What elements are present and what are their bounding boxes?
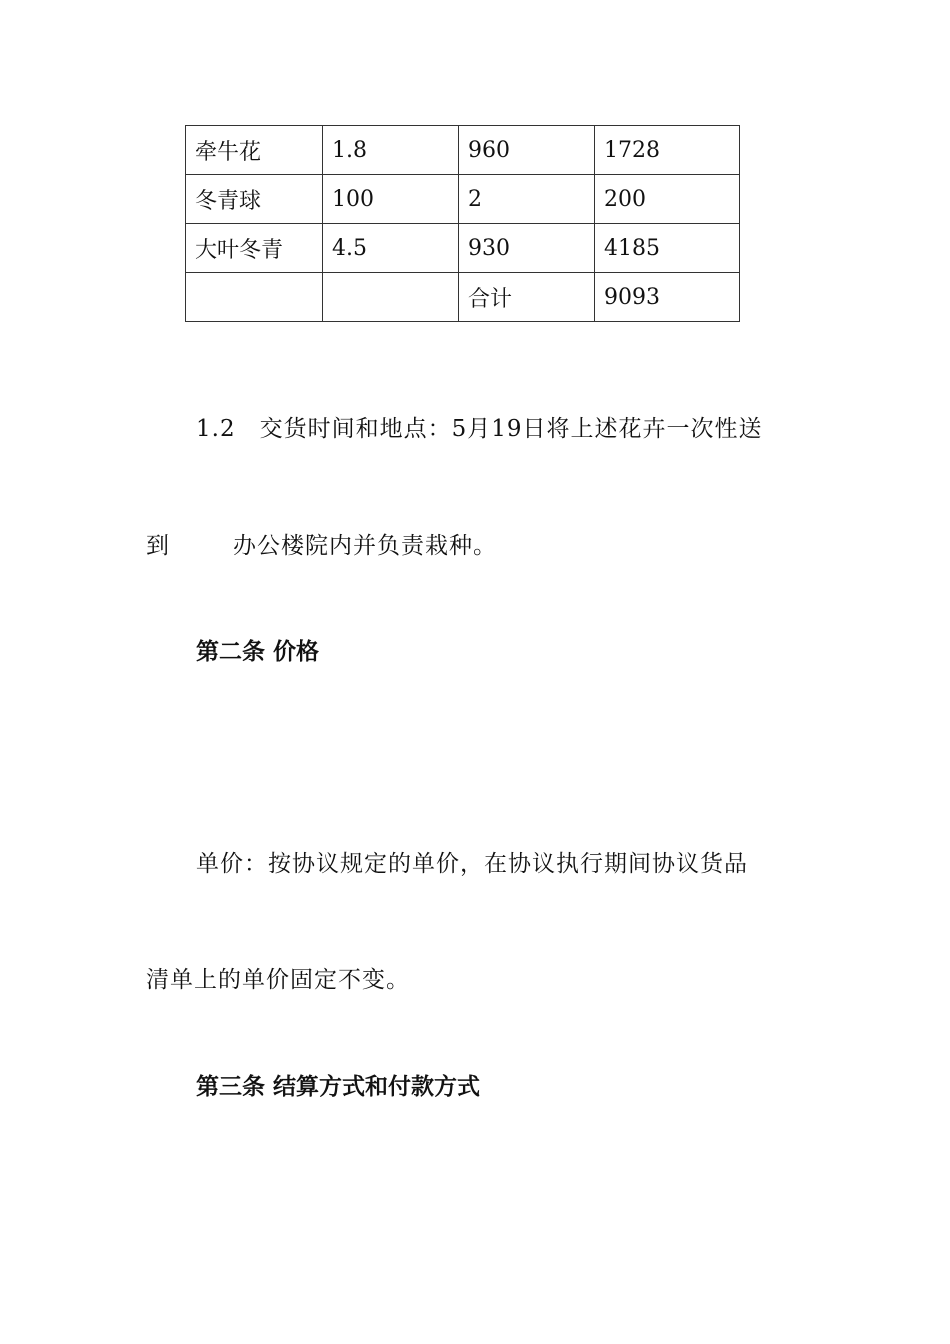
article-2-heading: 第二条 价格 xyxy=(196,639,320,665)
table-row xyxy=(186,224,740,273)
table-cell: 2 xyxy=(459,175,595,224)
table-cell xyxy=(323,273,459,322)
table-cell: 4185 xyxy=(595,224,740,273)
table-cell xyxy=(186,273,323,322)
table-total-value: 9093 xyxy=(595,273,740,322)
delivery-clause-line2-rest: 办公楼院内并负责栽种。 xyxy=(233,533,497,559)
table-cell: 200 xyxy=(595,175,740,224)
price-clause-line1: 单价：按协议规定的单价，在协议执行期间协议货品 xyxy=(196,851,748,877)
table-cell: 960 xyxy=(459,126,595,175)
delivery-clause-line1: 1.2 交货时间和地点：5月19日将上述花卉一次性送 xyxy=(196,416,763,442)
table-total-label: 合计 xyxy=(459,273,595,322)
goods-table xyxy=(185,125,740,322)
table-cell: 冬青球 xyxy=(186,175,323,224)
table-cell: 1.8 xyxy=(323,126,459,175)
table-cell: 100 xyxy=(323,175,459,224)
table-cell: 大叶冬青 xyxy=(186,224,323,273)
table-cell: 930 xyxy=(459,224,595,273)
price-clause-line2: 清单上的单价固定不变。 xyxy=(146,967,410,993)
table-row xyxy=(186,175,740,224)
table-total-row xyxy=(186,273,740,322)
article-3-heading: 第三条 结算方式和付款方式 xyxy=(196,1074,481,1100)
table-cell: 1728 xyxy=(595,126,740,175)
table-row xyxy=(186,126,740,175)
delivery-clause-line2-prefix: 到 xyxy=(146,533,170,559)
table-cell: 4.5 xyxy=(323,224,459,273)
table-cell: 牵牛花 xyxy=(186,126,323,175)
